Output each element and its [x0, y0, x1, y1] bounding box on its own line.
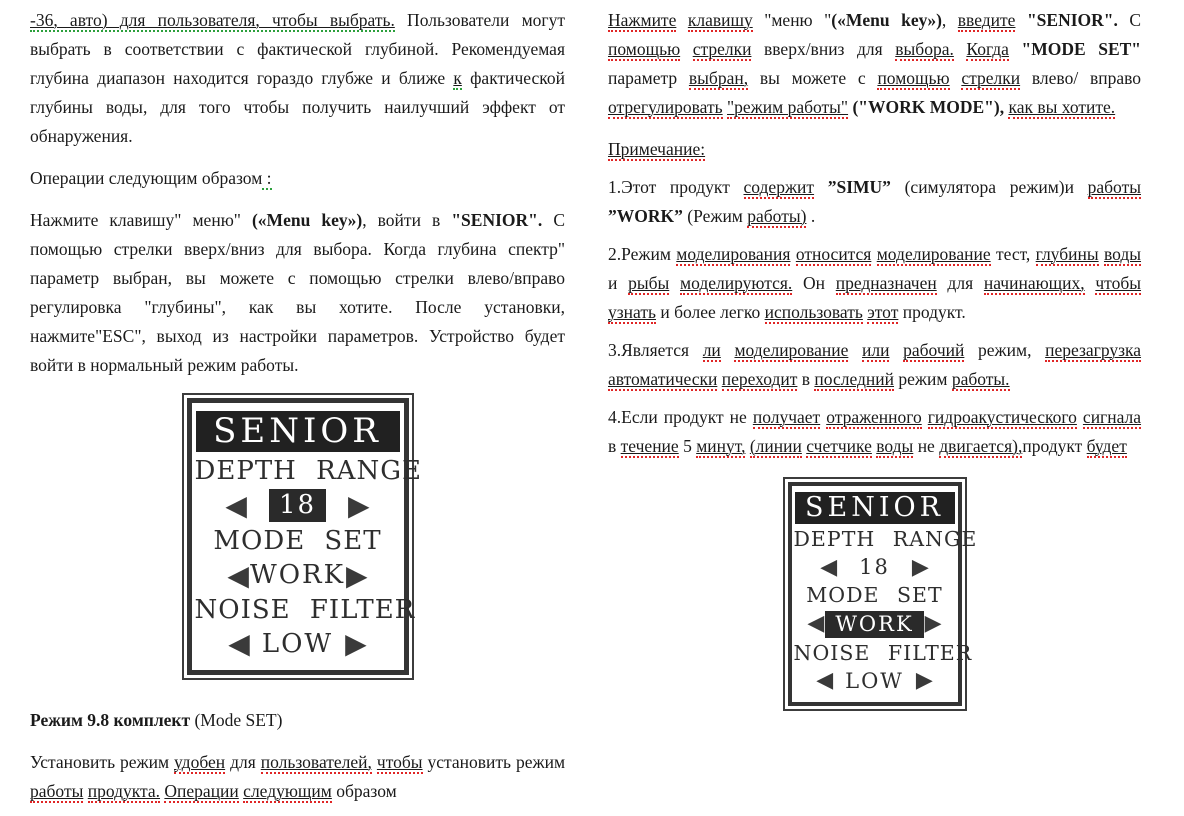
noise-filter-selector — [794, 669, 956, 694]
left-arrow-icon: ◀ — [228, 627, 250, 661]
left-arrow-icon: ◀ — [816, 668, 834, 694]
paragraph-work-mode-instructions: Нажмите клавишу "меню "(«Menu key»), введите "SENIOR". С помощью стрелки вверх/вниз для выбора. Когда "MODE SET" параметр выбран, вы можете с помощью стрелки влево/ вправо отрегулировать "режим работы" ("WORK MODE"), как вы хотите. — [608, 10, 1142, 117]
depth-range-selector — [195, 489, 401, 522]
paragraph-mode-set-intro: Установить режим удобен для пользователей, чтобы установить режим работы продукта. Операции следующим образом — [30, 751, 566, 801]
paragraph-depth-range-intro: -36, авто) для пользователя, чтобы выбрать. Пользователи могут выбрать в соответствии с фактической глубиной. Рекомендуемая глубина диапазон находится гораздо глубже и ближе к фактической глубины воды, для того чтобы получить наилучший эффект от обнаружения. — [30, 10, 565, 146]
noise-filter-value: LOW — [845, 668, 904, 693]
right-arrow-icon: ▶ — [911, 554, 929, 580]
mode-set-value: WORK — [249, 559, 346, 590]
left-arrow-icon: ◀ — [807, 611, 825, 637]
right-arrow-icon: ▶ — [348, 488, 370, 522]
right-arrow-icon: ▶ — [915, 668, 933, 694]
left-arrow-icon: ◀ — [227, 558, 249, 592]
right-arrow-icon: ▶ — [345, 627, 367, 661]
device-screen-frame — [788, 482, 978, 706]
left-arrow-icon: ◀ — [820, 554, 838, 580]
depth-range-value: 18 — [859, 555, 890, 580]
right-arrow-icon: ▶ — [346, 558, 368, 592]
note-1: 1.Этот продукт содержит ”SIMU” (симулятора режим)и работы ”WORK” (Режим работы) . — [608, 177, 1141, 226]
right-arrow-icon: ▶ — [924, 611, 942, 637]
left-arrow-icon: ◀ — [225, 488, 247, 522]
screen-label-mode-set: MODE SET — [806, 583, 943, 608]
screen-label-mode-set: MODE SET — [213, 526, 382, 557]
screen-label-depth-range: DEPTH RANGE — [793, 527, 978, 552]
screen-title-banner: SENIOR — [196, 411, 400, 452]
depth-range-value: 18 — [269, 489, 326, 522]
right-column — [608, 6, 1141, 711]
note-header: Примечание: — [608, 139, 706, 159]
paragraph-operations-label: Операции следующим образом : — [30, 168, 272, 188]
note-3: 3.Является ли моделирование или рабочий режим, перезагрузка автоматически переходит в последний режим работы. — [608, 340, 1142, 389]
left-column — [30, 6, 565, 816]
noise-filter-value: LOW — [261, 628, 334, 659]
mode-set-selector — [794, 611, 956, 638]
device-screen-frame — [187, 398, 422, 675]
noise-filter-selector — [195, 629, 401, 660]
screen-label-noise-filter: NOISE FILTER — [793, 641, 973, 666]
note-2: 2.Режим моделирования относится моделирование тест, глубины воды и рыбы моделируются. Он предназначен для начинающих, чтобы узнать и более легко использовать этот продукт. — [608, 244, 1142, 322]
mode-set-value: WORK — [825, 611, 923, 638]
screen-label-noise-filter: NOISE FILTER — [194, 595, 416, 626]
screen-label-depth-range: DEPTH RANGE — [194, 455, 422, 486]
caption-mode-set: Режим 9.8 комплект (Mode SET) — [30, 709, 283, 730]
paragraph-depth-instructions: Нажмите клавишу" меню" («Menu key»), войти в "SENIOR". С помощью стрелки вверх/вниз для выбора. Когда глубина спектр" параметр выбран, вы можете с помощью стрелки влево/вправо регулировка "глубины", как вы хотите. После установки, нажмите"ESC", выход из настройки параметров. Устройство будет войти в нормальный режим работы. — [30, 210, 565, 375]
note-4: 4.Если продукт не получает отраженного гидроакустического сигнала в течение 5 минут, (линии счетчике воды не двигается),продукт будет — [608, 407, 1142, 456]
mode-set-selector — [195, 560, 401, 591]
depth-range-selector — [794, 555, 956, 580]
screen-title-banner: SENIOR — [795, 492, 955, 524]
device-screen-work-selected — [783, 477, 978, 711]
device-screen-depth-selected — [182, 393, 422, 680]
